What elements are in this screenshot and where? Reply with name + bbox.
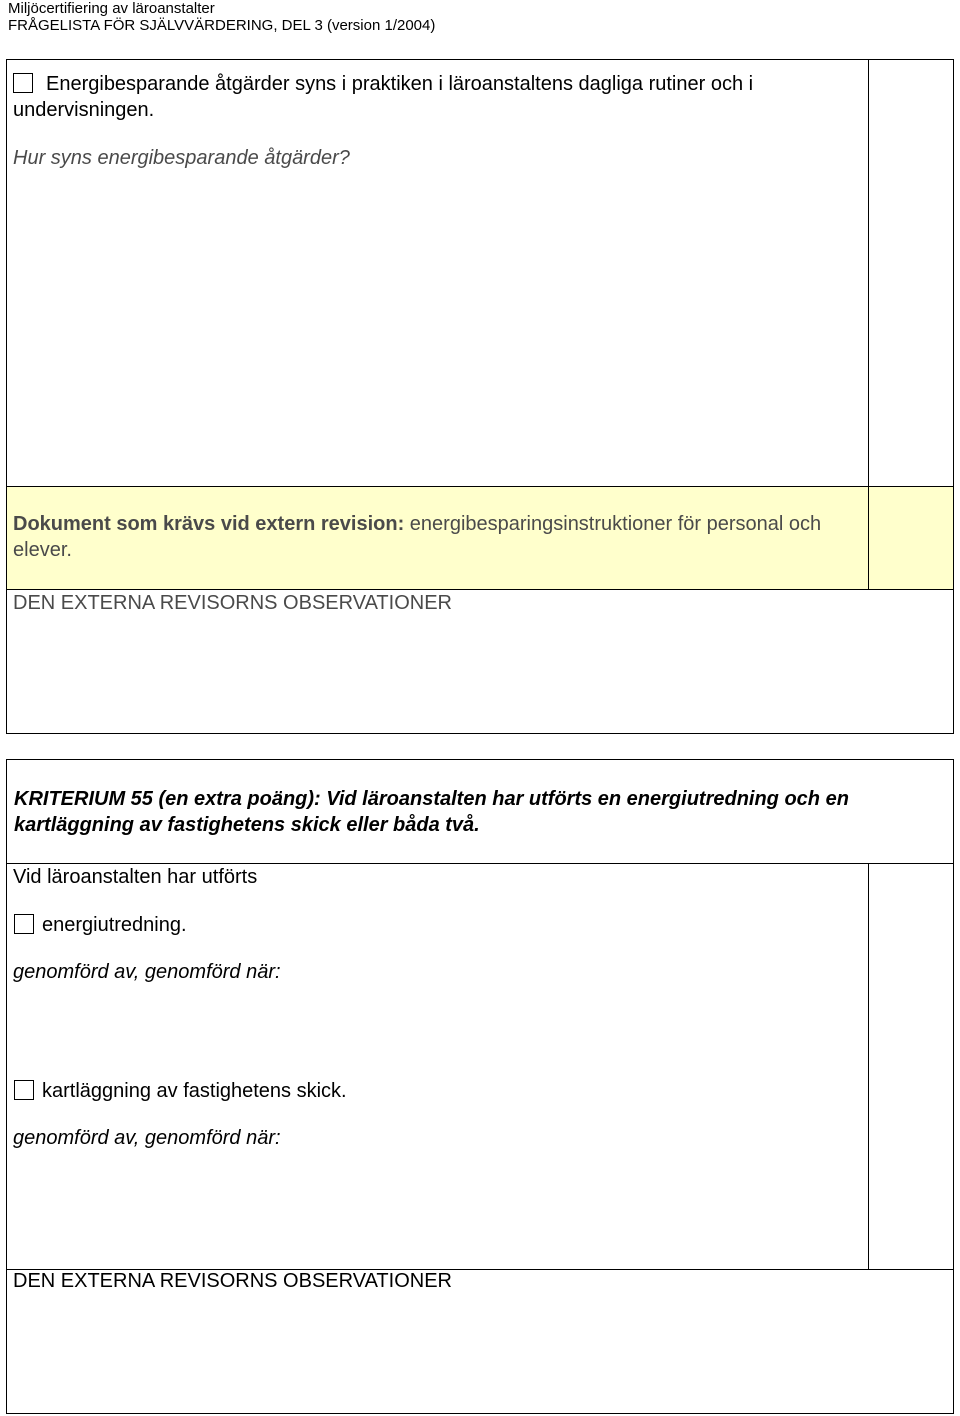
auditor-observations-heading-2: DEN EXTERNA REVISORNS OBSERVATIONER bbox=[13, 1270, 452, 1292]
document-header-subtitle: FRÅGELISTA FÖR SJÄLVVÄRDERING, DEL 3 (version 1/2004) bbox=[8, 17, 436, 34]
property-condition-label: kartläggning av fastighetens skick. bbox=[42, 1080, 347, 1102]
required-documents-label: Dokument som krävs vid extern revision: bbox=[13, 513, 405, 535]
energy-measures-label: Energibesparande åtgärder syns i praktiken i läroanstaltens dagliga rutiner och i undervisningen. bbox=[13, 73, 754, 121]
required-documents bbox=[13, 511, 853, 563]
table-2-column-divider bbox=[868, 863, 869, 1269]
criterion-55-title: KRITERIUM 55 (en extra poäng): Vid läroanstalten har utförts en energiutredning och en kartläggning av fastighetens skick eller båda två. bbox=[14, 788, 849, 836]
property-condition-checkbox[interactable] bbox=[14, 1080, 34, 1100]
property-condition-performed-by: genomförd av, genomförd när: bbox=[13, 1127, 281, 1149]
document-header-title: Miljöcertifiering av läroanstalter bbox=[8, 0, 215, 17]
energy-survey-checkbox[interactable] bbox=[14, 914, 34, 934]
performed-intro: Vid läroanstalten har utförts bbox=[13, 866, 258, 888]
table-1-row-divider-1 bbox=[6, 486, 954, 487]
energy-survey-performed-by: genomförd av, genomförd när: bbox=[13, 961, 281, 983]
energy-survey-label: energiutredning. bbox=[42, 914, 187, 936]
required-documents-text: energibesparingsinstruktioner för personal och elever. bbox=[13, 513, 822, 561]
table-1-column-divider bbox=[868, 59, 869, 589]
auditor-observations-heading-1: DEN EXTERNA REVISORNS OBSERVATIONER bbox=[13, 592, 452, 614]
energy-measures-question: Hur syns energibesparande åtgärder? bbox=[13, 147, 350, 169]
